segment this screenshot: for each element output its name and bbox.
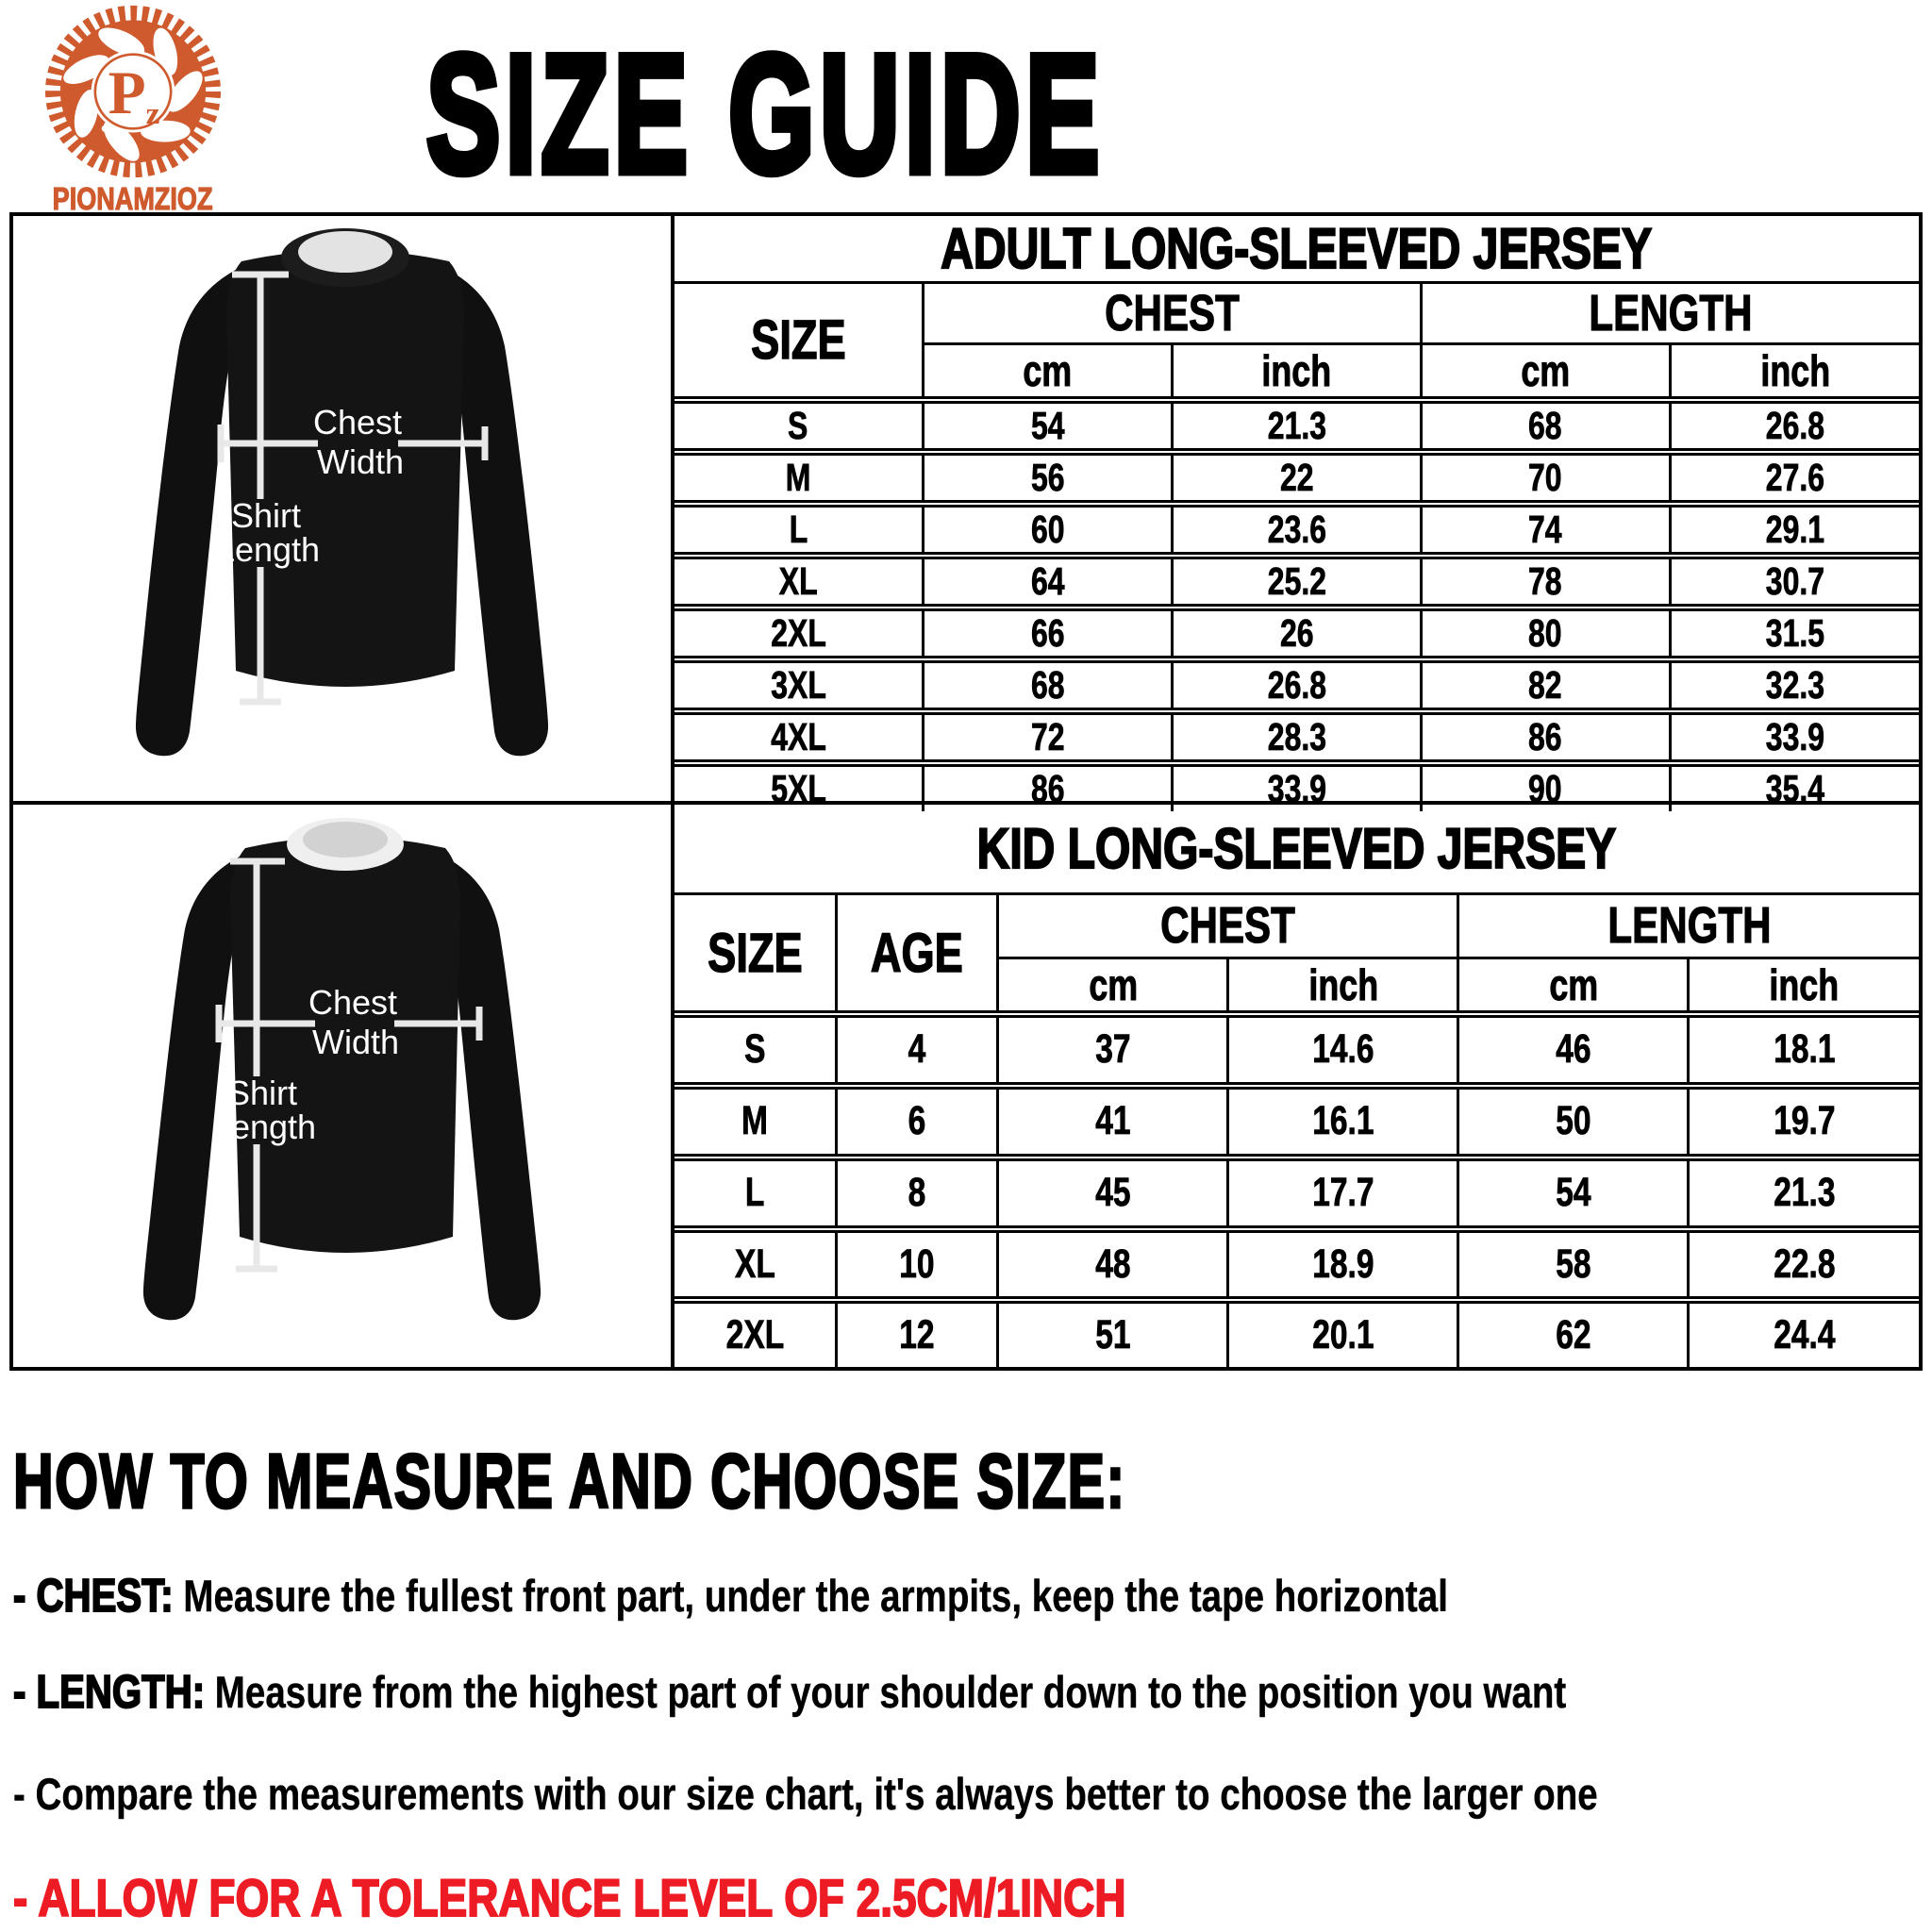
age-cell: 8 — [836, 1158, 997, 1229]
kid-table-title — [675, 805, 1919, 895]
value-cell: 45 — [998, 1158, 1228, 1229]
value-cell: 33.9 — [1670, 711, 1919, 763]
value-cell: 74 — [1421, 504, 1670, 556]
value-cell: 31.5 — [1670, 608, 1919, 659]
value-cell: 17.7 — [1228, 1158, 1458, 1229]
shirt-diagram-column — [13, 216, 675, 1367]
table-row — [675, 556, 1919, 608]
adult-size-table — [675, 284, 1919, 811]
age-cell: 12 — [836, 1300, 997, 1367]
value-cell: 18.1 — [1689, 1014, 1919, 1086]
cm-header: cm — [1421, 344, 1670, 401]
value-cell: 22 — [1173, 452, 1422, 504]
chest-width-label: Width — [316, 442, 405, 481]
tolerance-note-text: - ALLOW FOR A TOLERANCE LEVEL OF 2.5CM/1INCH — [13, 1868, 1126, 1927]
table-row — [675, 1086, 1919, 1158]
value-cell: 18.9 — [1228, 1229, 1458, 1301]
value-cell: 26 — [1173, 608, 1422, 659]
size-cell: S — [675, 1014, 836, 1086]
inch-header: inch — [1689, 958, 1919, 1014]
value-cell: 25.2 — [1173, 556, 1422, 608]
chest-width-label: Chest — [312, 403, 403, 441]
value-cell: 60 — [924, 504, 1173, 556]
value-cell: 24.4 — [1689, 1300, 1919, 1367]
length-instruction-text: Measure from the highest part of your shoulder down to the position you want — [205, 1667, 1567, 1717]
kid-shirt-image — [13, 805, 671, 1363]
age-cell: 10 — [836, 1229, 997, 1301]
age-cell: 4 — [836, 1014, 997, 1086]
shirt-length-label: Length — [211, 1108, 317, 1146]
inch-header: inch — [1228, 958, 1458, 1014]
value-cell: 64 — [924, 556, 1173, 608]
length-instruction — [13, 1666, 1575, 1719]
brand-name: PIONAMZIOZ — [53, 181, 213, 216]
value-cell: 58 — [1458, 1229, 1689, 1301]
table-row — [675, 452, 1919, 504]
chest-instruction — [13, 1570, 1575, 1623]
monogram-p: P — [108, 59, 146, 127]
value-cell: 56 — [924, 452, 1173, 504]
shirt-length-label: Length — [215, 530, 321, 569]
table-row — [675, 659, 1919, 711]
adult-table-title — [675, 216, 1919, 284]
age-header: AGE — [836, 895, 997, 1014]
size-cell: 2XL — [675, 608, 924, 659]
value-cell: 54 — [924, 400, 1173, 452]
chest-width-label: Chest — [308, 983, 398, 1022]
value-cell: 26.8 — [1173, 659, 1422, 711]
size-cell: 5XL — [675, 763, 924, 811]
value-cell: 41 — [998, 1086, 1228, 1158]
collar-inner — [303, 822, 388, 858]
value-cell: 28.3 — [1173, 711, 1422, 763]
table-row — [675, 1158, 1919, 1229]
size-cell: M — [675, 1086, 836, 1158]
value-cell: 54 — [1458, 1158, 1689, 1229]
value-cell: 82 — [1421, 659, 1670, 711]
size-header: SIZE — [675, 284, 924, 400]
size-chart-panel — [9, 212, 1923, 1371]
size-cell: 4XL — [675, 711, 924, 763]
value-cell: 35.4 — [1670, 763, 1919, 811]
table-row — [675, 1300, 1919, 1367]
value-cell: 14.6 — [1228, 1014, 1458, 1086]
value-cell: 50 — [1458, 1086, 1689, 1158]
value-cell: 68 — [924, 659, 1173, 711]
tolerance-note — [13, 1867, 1575, 1928]
cm-header: cm — [998, 958, 1228, 1014]
chest-header: CHEST — [924, 284, 1422, 344]
size-cell: XL — [675, 1229, 836, 1301]
compare-instruction-text: - Compare the measurements with our size chart, it's always better to choose the larger one — [13, 1769, 1598, 1819]
value-cell: 21.3 — [1173, 400, 1422, 452]
value-cell: 29.1 — [1670, 504, 1919, 556]
value-cell: 68 — [1421, 400, 1670, 452]
how-to-measure-section — [13, 1438, 1919, 1928]
table-row — [675, 608, 1919, 659]
age-cell: 6 — [836, 1086, 997, 1158]
kid-size-table — [675, 895, 1919, 1367]
chest-instruction-label: - CHEST: — [13, 1571, 174, 1622]
page-title: SIZE GUIDE — [426, 20, 1105, 208]
inch-header: inch — [1670, 344, 1919, 401]
kid-table-block — [675, 805, 1919, 1367]
chest-width-label: Width — [311, 1023, 400, 1061]
value-cell: 20.1 — [1228, 1300, 1458, 1367]
value-cell: 80 — [1421, 608, 1670, 659]
length-instruction-label: - LENGTH: — [13, 1667, 206, 1718]
tables-column — [675, 216, 1919, 1367]
size-cell: XL — [675, 556, 924, 608]
table-row — [675, 1014, 1919, 1086]
value-cell: 78 — [1421, 556, 1670, 608]
value-cell: 16.1 — [1228, 1086, 1458, 1158]
chest-header: CHEST — [998, 895, 1458, 958]
inch-header: inch — [1173, 344, 1422, 401]
length-header: LENGTH — [1421, 284, 1919, 344]
value-cell: 86 — [1421, 711, 1670, 763]
table-row — [675, 1229, 1919, 1301]
value-cell: 27.6 — [1670, 452, 1919, 504]
adult-table-title-text: ADULT LONG-SLEEVED JERSEY — [941, 217, 1653, 280]
size-cell: L — [675, 1158, 836, 1229]
value-cell: 62 — [1458, 1300, 1689, 1367]
monogram-z: z — [145, 96, 160, 132]
value-cell: 51 — [998, 1300, 1228, 1367]
value-cell: 19.7 — [1689, 1086, 1919, 1158]
table-row — [675, 504, 1919, 556]
value-cell: 21.3 — [1689, 1158, 1919, 1229]
kid-shirt-figure — [13, 805, 671, 1367]
value-cell: 66 — [924, 608, 1173, 659]
size-cell: 2XL — [675, 1300, 836, 1367]
how-to-heading: HOW TO MEASURE AND CHOOSE SIZE: — [13, 1439, 1126, 1524]
kid-table-title-text: KID LONG-SLEEVED JERSEY — [976, 817, 1617, 880]
shirt-length-label: Shirt — [226, 1074, 298, 1112]
value-cell: 48 — [998, 1229, 1228, 1301]
value-cell: 22.8 — [1689, 1229, 1919, 1301]
value-cell: 72 — [924, 711, 1173, 763]
cm-header: cm — [924, 344, 1173, 401]
mannequin-neck — [298, 231, 392, 273]
gear-logo-icon — [33, 4, 233, 179]
size-header: SIZE — [675, 895, 836, 1014]
adult-shirt-figure — [13, 216, 671, 805]
size-cell: S — [675, 400, 924, 452]
value-cell: 26.8 — [1670, 400, 1919, 452]
value-cell: 86 — [924, 763, 1173, 811]
table-row — [675, 711, 1919, 763]
size-cell: 3XL — [675, 659, 924, 711]
adult-table-block — [675, 216, 1919, 810]
brand-logo — [25, 4, 242, 217]
size-cell: M — [675, 452, 924, 504]
cm-header: cm — [1458, 958, 1689, 1014]
value-cell: 30.7 — [1670, 556, 1919, 608]
table-header-row — [675, 284, 1919, 344]
table-row — [675, 400, 1919, 452]
table-header-row — [675, 895, 1919, 958]
value-cell: 70 — [1421, 452, 1670, 504]
value-cell: 33.9 — [1173, 763, 1422, 811]
value-cell: 32.3 — [1670, 659, 1919, 711]
value-cell: 23.6 — [1173, 504, 1422, 556]
size-cell: L — [675, 504, 924, 556]
value-cell: 46 — [1458, 1014, 1689, 1086]
value-cell: 37 — [998, 1014, 1228, 1086]
compare-instruction — [13, 1768, 1598, 1820]
length-header: LENGTH — [1458, 895, 1919, 958]
adult-shirt-image — [13, 216, 671, 801]
shirt-length-label: Shirt — [230, 496, 302, 535]
chest-instruction-text: Measure the fullest front part, under the armpits, keep the tape horizontal — [173, 1571, 1448, 1621]
value-cell: 90 — [1421, 763, 1670, 811]
